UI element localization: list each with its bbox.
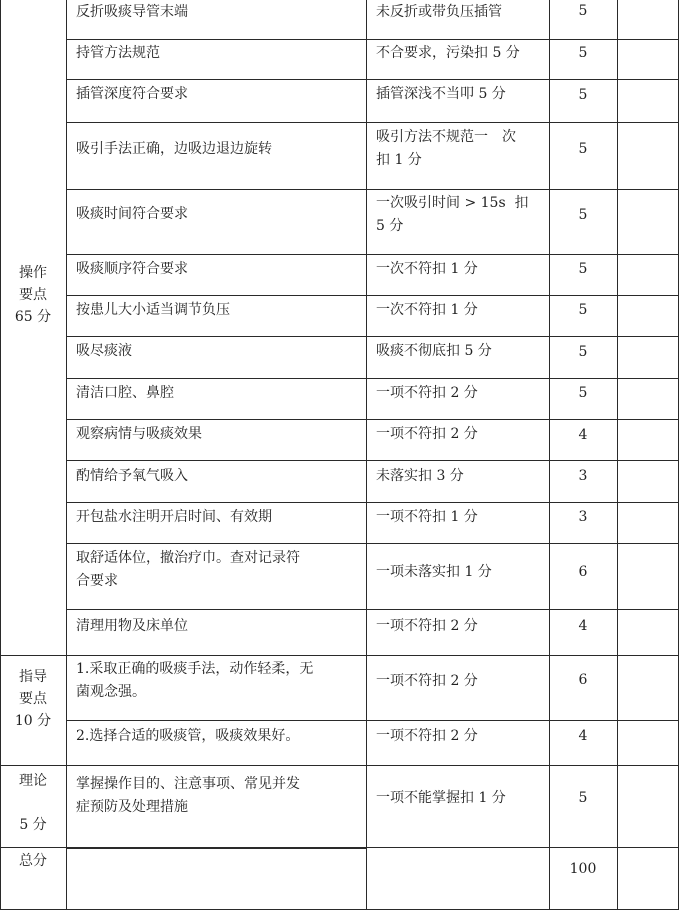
deduction-text: 一项不符扣 2 分 bbox=[376, 618, 478, 634]
item-text: 插管深度符合要求 bbox=[76, 86, 188, 102]
grid-line bbox=[66, 460, 679, 461]
grid-line bbox=[617, 0, 618, 910]
item-text: 吸痰顺序符合要求 bbox=[76, 261, 188, 277]
item-text: 按患儿大小适当调节负压 bbox=[76, 302, 230, 318]
deduction-text: 一项未落实扣 1 分 bbox=[376, 564, 492, 580]
score-value: 5 bbox=[578, 3, 588, 19]
score-value: 6 bbox=[578, 564, 588, 580]
deduction-text: 插管深浅不当叩 5 分 bbox=[376, 86, 506, 102]
score-value: 6 bbox=[578, 672, 588, 688]
section-label-total: 总分 bbox=[19, 853, 47, 869]
grid-line bbox=[66, 295, 679, 296]
score-value: 5 bbox=[578, 207, 588, 223]
item-text: 掌握操作目的、注意事项、常见并发 症预防及处理措施 bbox=[76, 776, 300, 815]
item-text: 清理用物及床单位 bbox=[76, 618, 188, 634]
grid-line bbox=[66, 543, 679, 544]
deduction-text: 未反折或带负压插管 bbox=[376, 4, 502, 20]
score-value: 5 bbox=[578, 141, 588, 157]
grid-line bbox=[66, 122, 679, 123]
score-value: 4 bbox=[578, 427, 588, 443]
grid-line bbox=[66, 79, 679, 80]
deduction-text: 吸痰不彻底扣 5 分 bbox=[376, 343, 492, 359]
grid-line bbox=[66, 378, 679, 379]
score-value: 5 bbox=[578, 790, 588, 806]
score-value: 5 bbox=[578, 45, 588, 61]
section-label-guidance: 指导 要点 10 分 bbox=[14, 669, 52, 729]
grid-line bbox=[66, 0, 67, 910]
grid-line bbox=[549, 0, 550, 910]
section-label-operation: 操作 要点 65 分 bbox=[14, 265, 52, 325]
item-text: 开包盐水注明开启时间、有效期 bbox=[76, 509, 272, 525]
grid-line bbox=[0, 765, 679, 766]
item-text: 观察病情与吸痰效果 bbox=[76, 426, 202, 442]
deduction-text: 一项不符扣 2 分 bbox=[376, 728, 478, 744]
grid-line bbox=[66, 39, 679, 40]
deduction-text: 一次吸引时间 > 15s 扣 5 分 bbox=[376, 195, 529, 234]
deduction-text: 一次不符扣 1 分 bbox=[376, 261, 478, 277]
score-value: 3 bbox=[578, 468, 588, 484]
deduction-text: 不合要求，污染扣 5 分 bbox=[376, 45, 520, 61]
item-text: 吸引手法正确，边吸边退边旋转 bbox=[76, 141, 272, 157]
grid-line bbox=[66, 609, 679, 610]
score-value: 5 bbox=[578, 344, 588, 360]
item-text: 酌情给予氧气吸入 bbox=[76, 468, 188, 484]
grid-line bbox=[66, 502, 679, 503]
total-score-value: 100 bbox=[569, 861, 597, 877]
item-text: 1.采取正确的吸痰手法，动作轻柔，无 菌观念强。 bbox=[76, 661, 314, 700]
item-text: 清洁口腔、鼻腔 bbox=[76, 385, 174, 401]
score-value: 4 bbox=[578, 728, 588, 744]
item-text: 吸痰时间符合要求 bbox=[76, 206, 188, 222]
grid-line bbox=[66, 336, 679, 337]
score-value: 3 bbox=[578, 509, 588, 525]
deduction-text: 一项不符扣 1 分 bbox=[376, 509, 478, 525]
grid-line bbox=[66, 254, 679, 255]
grid-line bbox=[66, 419, 679, 420]
score-value: 4 bbox=[578, 618, 588, 634]
grid-line bbox=[0, 655, 679, 656]
deduction-text: 一次不符扣 1 分 bbox=[376, 302, 478, 318]
score-value: 5 bbox=[578, 302, 588, 318]
grid-line bbox=[0, 909, 679, 910]
grid-line bbox=[66, 848, 366, 849]
grid-line bbox=[66, 720, 679, 721]
grid-line bbox=[66, 189, 679, 190]
section-label-theory: 理论 5 分 bbox=[19, 773, 47, 833]
score-value: 5 bbox=[578, 87, 588, 103]
score-value: 5 bbox=[578, 385, 588, 401]
item-text: 反折吸痰导管末端 bbox=[76, 4, 188, 20]
deduction-text: 一项不能掌握扣 1 分 bbox=[376, 790, 506, 806]
deduction-text: 一项不符扣 2 分 bbox=[376, 426, 478, 442]
score-value: 5 bbox=[578, 261, 588, 277]
item-text: 持管方法规范 bbox=[76, 45, 160, 61]
grid-line bbox=[366, 0, 367, 910]
item-text: 2.选择合适的吸痰管，吸痰效果好。 bbox=[76, 728, 300, 744]
item-text: 吸尽痰液 bbox=[76, 343, 132, 359]
item-text: 取舒适体位，撤治疗巾。查对记录符 合要求 bbox=[76, 550, 300, 589]
deduction-text: 一项不符扣 2 分 bbox=[376, 673, 478, 689]
deduction-text: 一项不符扣 2 分 bbox=[376, 385, 478, 401]
deduction-text: 未落实扣 3 分 bbox=[376, 468, 464, 484]
deduction-text: 吸引方法不规范一 次 扣 1 分 bbox=[376, 129, 516, 168]
